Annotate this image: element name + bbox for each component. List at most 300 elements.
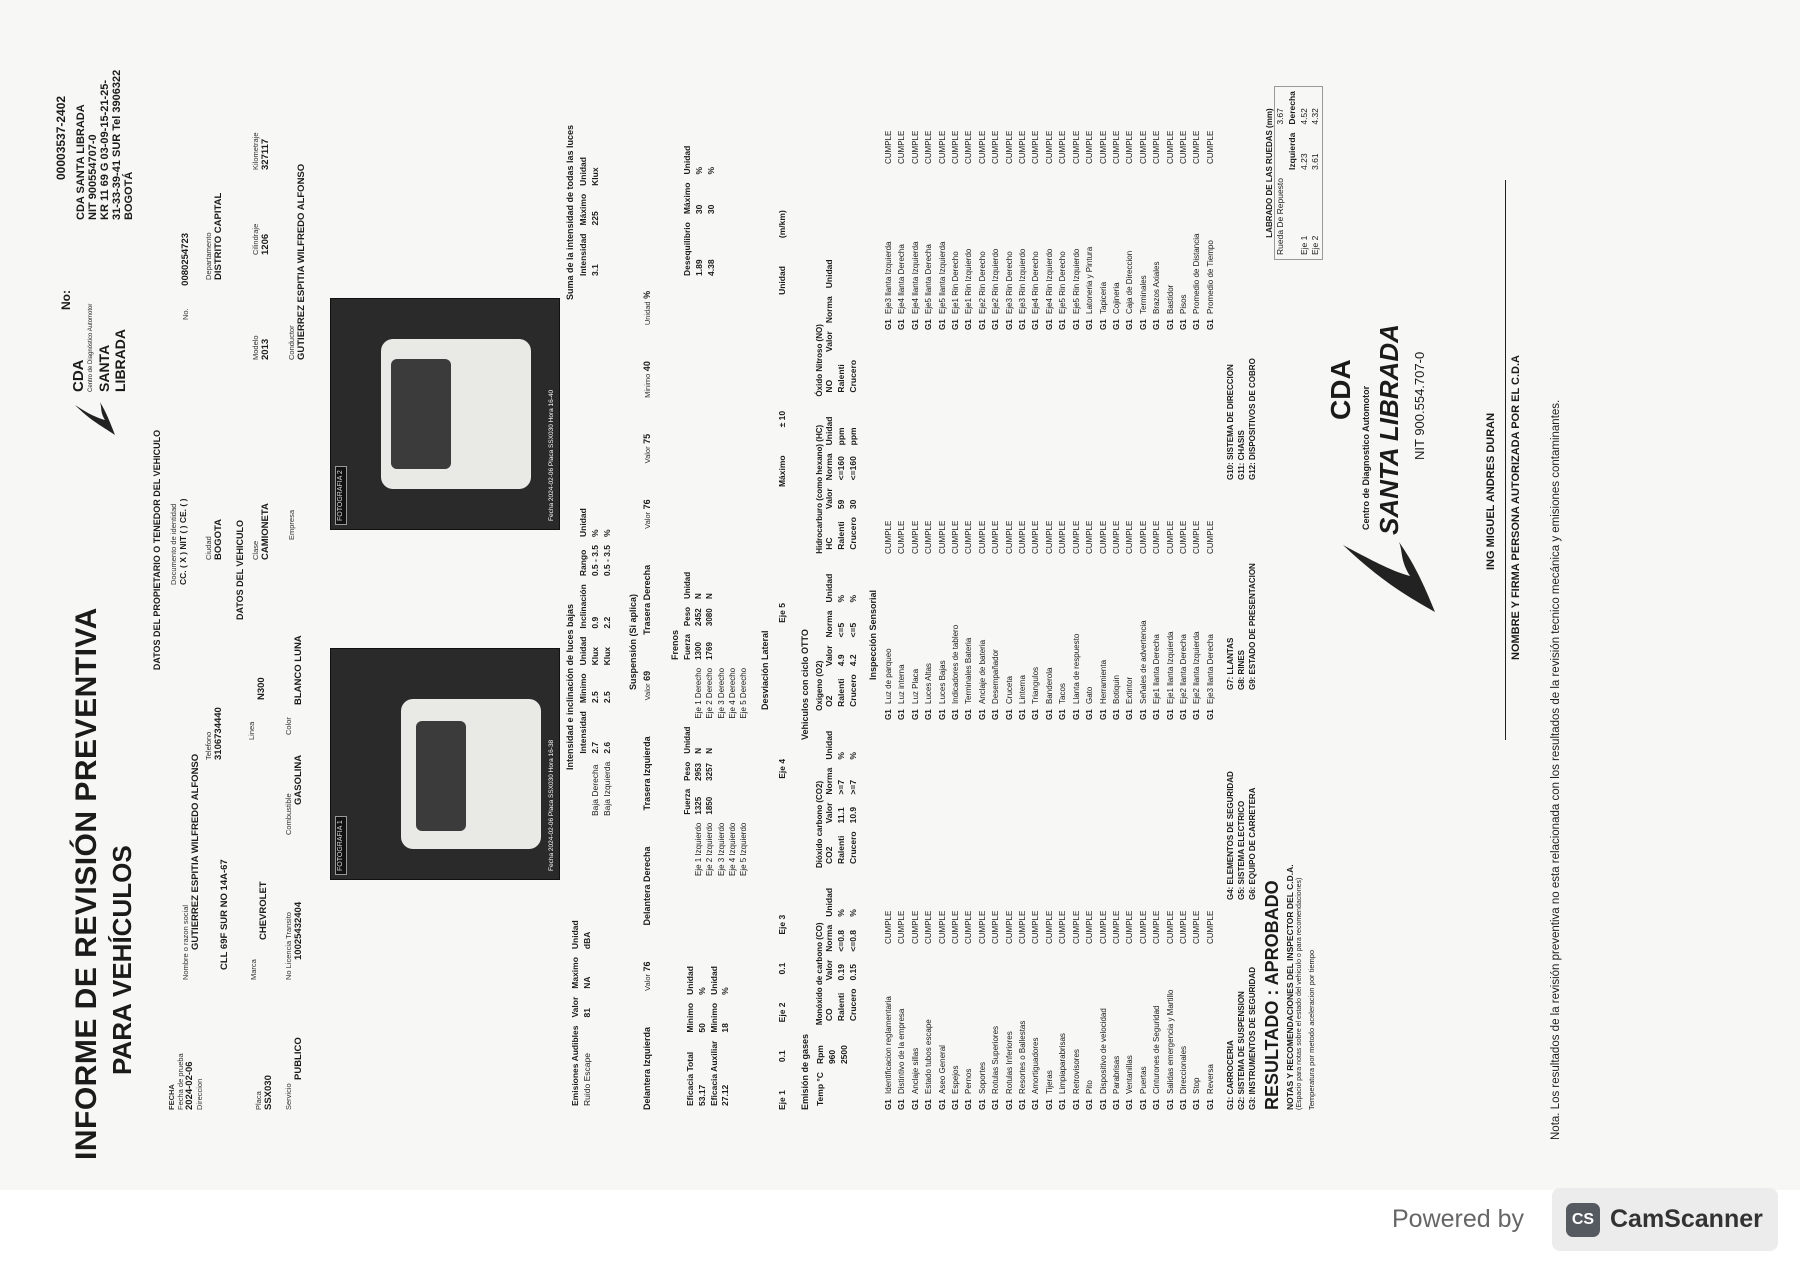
item-label: Anclaje de bateria (977, 639, 987, 704)
item-result: CUMPLE (1085, 520, 1095, 554)
item-label: Luces Bajas (937, 660, 947, 704)
cell: Eje 3 Izquierdo (716, 822, 726, 876)
item-label: Aseo General (937, 1045, 947, 1094)
inspeccion-item (1190, 894, 1203, 1110)
temp-label: Temp °C (815, 1072, 825, 1106)
item-result: CUMPLE (910, 130, 920, 164)
color-value: BLANCO LUNA (292, 635, 304, 705)
inspeccion-item (1016, 504, 1029, 720)
item-label: Rotulas Inferiores (1004, 1031, 1014, 1094)
col-header (682, 664, 693, 723)
grupos-legend (1225, 240, 1258, 1110)
cell: Eje 4 Izquierdo (727, 822, 737, 876)
cell: 225 (589, 211, 600, 226)
suma-luces-table (578, 153, 602, 280)
inspeccion-item (1029, 114, 1042, 330)
eficacia-total-label: Eficacia Total (685, 1051, 695, 1106)
group-code: G1 (1004, 709, 1014, 720)
item-label: Eje3 Rin Izquierdo (1018, 248, 1028, 314)
servicio-value: PUBLICO (292, 1037, 304, 1080)
inspeccion-item (1137, 894, 1150, 1110)
group-code: G1 (1111, 709, 1121, 720)
eje3-label: Eje 3 (777, 914, 787, 935)
repuesto-value: 3.67 (1275, 108, 1286, 125)
inspeccion-item (1029, 504, 1042, 720)
cell: % (601, 529, 612, 537)
item-result: CUMPLE (951, 520, 961, 554)
group-code: G1 (1138, 709, 1148, 720)
nombre-block (182, 754, 202, 980)
cell: Eje 1 Derecho (694, 667, 704, 719)
item-label: Luz interna (897, 664, 907, 704)
table-row (738, 568, 749, 880)
cell: 1.89 (693, 259, 704, 276)
table-row (716, 568, 727, 880)
co-title: Monóxido de carbono (CO) (815, 922, 824, 1026)
col-header: Valor (824, 645, 835, 667)
cell: 30 (705, 204, 716, 215)
item-label: Eje2 Rin Derecho (977, 251, 987, 314)
cell: Eje 1 (1298, 235, 1309, 255)
item-label: Limpiaparabrisas (1058, 1033, 1068, 1094)
group-code: G1 (884, 1099, 893, 1110)
group-code: G1 (1111, 1099, 1121, 1110)
clase-value: CAMIONETA (259, 503, 271, 560)
fecha-block (168, 1053, 205, 1110)
co2-table (824, 727, 859, 868)
item-label: Eje5 llanta Derecha (924, 244, 934, 314)
item-result: CUMPLE (1165, 910, 1175, 944)
no-title: Óxido Nitroso (NO) (815, 324, 824, 397)
conductor-block (288, 164, 308, 360)
item-result: CUMPLE (1098, 130, 1108, 164)
inspeccion-item (949, 114, 962, 330)
item-label: Ventanillas (1125, 1055, 1135, 1094)
item-result: CUMPLE (1085, 130, 1095, 164)
inspeccion-item (1070, 114, 1083, 330)
inspeccion-item (909, 504, 922, 720)
inspeccion-item (1070, 504, 1083, 720)
stamp-bird-icon (1335, 540, 1445, 620)
group-code: G1 (1018, 709, 1028, 720)
inspeccion-item (1123, 114, 1136, 330)
item-label: Rotulas Superiores (991, 1025, 1001, 1094)
cell: 1325 (694, 796, 704, 815)
item-label: Linterna (1018, 675, 1028, 704)
inspeccion-item (976, 114, 989, 330)
item-result: CUMPLE (1018, 130, 1028, 164)
fecha-heading: FECHA (167, 1084, 176, 1110)
cell: 50 (696, 1023, 707, 1033)
documento-block (170, 499, 188, 585)
item-label: Triangulos (1031, 666, 1041, 704)
suspension-label: Delantera Izquierda (642, 1026, 652, 1110)
cell: % (847, 594, 858, 603)
cell: 4.23 (1298, 153, 1309, 170)
group-code: G1 (991, 709, 1001, 720)
cell: 4.52 (1298, 108, 1309, 125)
unidad-label: Unidad (643, 301, 652, 326)
group-code: G1 (910, 319, 920, 330)
cell: Eje 2 Derecho (705, 667, 715, 719)
item-label: Retrovisores (1071, 1049, 1081, 1094)
col-header: Unidad (824, 573, 835, 603)
inspeccion-item (936, 114, 949, 330)
depto-label: Departamento (204, 232, 213, 280)
item-label: Luces Altas (924, 663, 934, 704)
cell: Ralenti (835, 835, 846, 864)
no-documento-block (180, 233, 192, 320)
placa-block (255, 1075, 275, 1110)
vehicle-photo-2 (330, 298, 560, 530)
item-label: Tacos (1058, 683, 1068, 704)
km-label: Kilometraje (251, 132, 260, 170)
unidad-value: (m/km) (777, 210, 787, 239)
item-label: Eje2 llanta Izquierda (1192, 631, 1202, 704)
photo-1-caption: Fecha 2024-02-06 Placa SSX030 Hora 16-38 (547, 739, 555, 871)
cell: Crucero (847, 831, 858, 864)
inspeccion-item (1003, 894, 1016, 1110)
col-header: NO (824, 379, 835, 393)
inspeccion-title: Inspección Sensorial (868, 589, 878, 680)
group-code: G1 (977, 319, 987, 330)
cell: 960 (826, 1049, 837, 1065)
group-code: G1 (924, 709, 934, 720)
col-header: O2 (824, 695, 835, 707)
cell: 1850 (705, 796, 715, 815)
item-result: CUMPLE (1138, 520, 1148, 554)
item-result: CUMPLE (964, 910, 974, 944)
cell: 1300 (694, 642, 704, 660)
gases-title: Emisión de gases (800, 1033, 810, 1110)
item-label: Luz de parqueo (884, 648, 893, 704)
item-result: CUMPLE (1071, 910, 1081, 944)
suspension-item (642, 736, 653, 810)
item-result: CUMPLE (1125, 910, 1135, 944)
report-subtitle: PARA VEHÍCULOS (107, 845, 137, 1075)
grupo-label: G2: SISTEMA DE SUSPENSION (1237, 991, 1246, 1110)
item-label: Eje1 llanta Derecha (1152, 634, 1162, 704)
item-label: Eje1 llanta Izquierda (1165, 631, 1175, 704)
group-code: G1 (951, 1099, 961, 1110)
cell: % (696, 987, 707, 995)
logo-name: SANTA LIBRADA (96, 329, 129, 392)
item-result: CUMPLE (1192, 130, 1202, 164)
no-block (815, 255, 859, 396)
item-label: Pito (1085, 1080, 1095, 1094)
group-code: G1 (964, 709, 974, 720)
eje1-label: Eje 1 (777, 1090, 787, 1110)
gases-row (815, 255, 859, 1110)
group-code: G1 (1192, 319, 1202, 330)
item-label: Espejos (951, 1065, 961, 1094)
item-result: CUMPLE (937, 910, 947, 944)
otto-title: Vehiculos con ciclo OTTO (800, 629, 810, 740)
item-label: Eje5 llanta Izquierda (937, 241, 947, 314)
placa-value: SSX030 (262, 1075, 274, 1110)
cell: Eje 4 Derecho (727, 667, 737, 719)
inspector-name: ING MIGUEL ANDRES DURAN (1485, 412, 1497, 570)
group-code: G1 (1031, 709, 1041, 720)
inspeccion-item (1056, 114, 1069, 330)
inspeccion-item (1123, 894, 1136, 1110)
item-label: Salidas emergencia y Martillo (1165, 989, 1175, 1094)
inspeccion-item (1164, 504, 1177, 720)
modelo-value: 2013 (259, 338, 271, 360)
logo-cda-text: CDA (70, 359, 87, 392)
group-code: G1 (1152, 319, 1162, 330)
item-label: Eje2 llanta Derecha (1178, 634, 1188, 704)
hc-title: Hidrocarburo (como hexano) (HC) (815, 424, 824, 554)
co-block (815, 884, 859, 1025)
telefono-label: Telefono (204, 731, 213, 760)
cell: 2.2 (601, 616, 612, 629)
item-label: Señales de advertencia (1138, 620, 1148, 704)
inspeccion-item (1137, 504, 1150, 720)
item-result: CUMPLE (924, 520, 934, 554)
col-header: Intensidad (578, 233, 588, 276)
item-result: CUMPLE (1085, 910, 1095, 944)
camscanner-text: CamScanner (1610, 1205, 1763, 1233)
cell: Klux (601, 646, 612, 666)
group-code: G1 (1152, 709, 1162, 720)
item-result: CUMPLE (1138, 130, 1148, 164)
group-code: G1 (1058, 319, 1068, 330)
inspeccion-item (909, 894, 922, 1110)
group-code: G1 (1178, 709, 1188, 720)
labrado-block (1265, 86, 1323, 260)
grupo-label: G11: CHASIS (1237, 430, 1246, 480)
suspension-item (642, 846, 653, 925)
item-result: CUMPLE (897, 910, 907, 944)
cell: 59 (835, 499, 846, 510)
cell: % (705, 166, 716, 175)
cell: % (835, 752, 846, 760)
group-code: G1 (1018, 1099, 1028, 1110)
group-code: G1 (991, 1099, 1001, 1110)
table-row (693, 568, 704, 880)
item-result: CUMPLE (1111, 910, 1121, 944)
col-header: Unidad (570, 920, 580, 950)
inspeccion-item (1056, 504, 1069, 720)
inspeccion-item (1164, 894, 1177, 1110)
cell: ppm (835, 427, 846, 446)
item-result: CUMPLE (1018, 910, 1028, 944)
conductor-value: GUTIERREZ ESPITIA WILFREDO ALFONSO (295, 163, 307, 360)
item-label: Llanta de respuesto (1071, 633, 1081, 704)
suspension-label: Delantera Derecha (642, 846, 652, 926)
marca-label: Marca (249, 959, 258, 980)
item-result: CUMPLE (897, 520, 907, 554)
telefono-value: 3106734440 (212, 707, 224, 760)
group-code: G1 (1044, 1099, 1054, 1110)
grupo-label: G8: RINES (1237, 649, 1246, 690)
group-code: G1 (1058, 709, 1068, 720)
company-nit: NIT 900554707-0 (87, 134, 99, 220)
suspension-item (642, 961, 653, 990)
cilindraje-block (252, 224, 272, 255)
temp-note: Temperatura por metodo aceleracion por tiempo (1306, 949, 1316, 1110)
group-code: G1 (1058, 1099, 1068, 1110)
item-result: CUMPLE (977, 520, 987, 554)
camscanner-badge (1552, 1188, 1778, 1251)
item-result: CUMPLE (951, 910, 961, 944)
hc-block (815, 413, 859, 554)
no-doc-value: 0080254723 (180, 232, 191, 286)
group-code: G1 (1165, 319, 1175, 330)
group-code: G1 (1125, 319, 1135, 330)
company-phone: 31-33-39-41 SUR Tel 3906322 (111, 69, 123, 220)
item-result: CUMPLE (1004, 130, 1014, 164)
inspeccion-item (962, 504, 975, 720)
group-code: G1 (1085, 319, 1095, 330)
item-label: Tapiceria (1098, 281, 1108, 314)
item-result: CUMPLE (1125, 520, 1135, 554)
nombre-value: GUTIERREZ ESPITIA WILFREDO ALFONSO (189, 753, 201, 950)
cell: >=7 (835, 779, 846, 795)
cell: 2.5 (601, 691, 612, 704)
col-header: Unidad (683, 726, 692, 754)
col-header: Minimo (578, 673, 588, 704)
item-label: Botiquin (1111, 675, 1121, 704)
suspension-minimo: 40 (642, 361, 652, 372)
group-code: G1 (924, 319, 934, 330)
item-result: CUMPLE (1125, 130, 1135, 164)
item-label: Soportes (977, 1061, 987, 1094)
cell: <=5 (847, 622, 858, 638)
camscanner-icon: CS (1566, 1203, 1600, 1237)
item-result: CUMPLE (1165, 520, 1175, 554)
suspension-item (642, 671, 653, 700)
conductor-label: Conductor (287, 325, 296, 360)
inspeccion-item (882, 114, 895, 330)
cell: % (847, 909, 858, 917)
col-header: Unidad (578, 157, 588, 186)
item-result: CUMPLE (951, 130, 961, 164)
cell: Baja Izquierda (601, 761, 612, 816)
cell: Eje 5 Izquierdo (738, 822, 748, 876)
item-result: CUMPLE (1071, 520, 1081, 554)
cell: Crucero (847, 988, 858, 1022)
suspension-unidad: % (642, 290, 652, 299)
item-label: Resortes o Ballestas (1018, 1020, 1028, 1094)
group-code: G1 (1098, 709, 1108, 720)
max-label: Máximo (777, 455, 787, 488)
cell: % (835, 594, 846, 603)
item-label: Identificacion reglamentaria (884, 996, 893, 1094)
cell: 18 (720, 1023, 731, 1033)
stamp-name: SANTA LIBRADA (1374, 324, 1404, 535)
item-label: Eje4 llanta Izquierda (910, 241, 920, 314)
grupos-row (1247, 240, 1258, 1110)
item-label: Pisos (1178, 294, 1188, 314)
item-result: CUMPLE (1044, 130, 1054, 164)
suspension-value: 69 (642, 670, 652, 681)
o2-title: Oxigeno (O2) (815, 660, 824, 711)
item-result: CUMPLE (1058, 910, 1068, 944)
group-code: G1 (884, 709, 893, 720)
col-header: Peso (683, 606, 692, 627)
group-code: G1 (1165, 709, 1175, 720)
item-label: Eje3 llanta Derecha (1205, 634, 1215, 704)
grupo-label: G10: SISTEMA DE DIRECCION (1226, 364, 1235, 480)
documento-value: CC. ( X ) NIT ( ) CE. ( ) (177, 498, 188, 585)
item-result: CUMPLE (964, 520, 974, 554)
item-result: CUMPLE (924, 910, 934, 944)
group-code: G1 (1044, 319, 1054, 330)
color-label: Color (284, 717, 293, 735)
item-result: CUMPLE (1111, 130, 1121, 164)
cell: 3257 (705, 763, 715, 781)
item-label: Latoneria y Pintura (1085, 246, 1095, 314)
item-label: Gato (1085, 686, 1095, 704)
firma-caption: NOMBRE Y FIRMA PERSONA AUTORIZADA POR EL C.D.A (1510, 355, 1522, 660)
inspeccion-item (989, 504, 1002, 720)
inspeccion-item (1043, 504, 1056, 720)
item-label: Cruceta (1004, 675, 1014, 704)
valor-label: Valor (643, 446, 652, 464)
item-label: Terminales Bateria (964, 637, 974, 704)
inspeccion-item (1043, 114, 1056, 330)
inspeccion-item (1204, 894, 1217, 1110)
valor-label: Valor (643, 683, 652, 701)
group-code: G1 (897, 1099, 907, 1110)
item-label: Amortiguadores (1031, 1037, 1041, 1094)
valor-label: Valor (643, 974, 652, 991)
item-label: Eje4 Rin Izquierdo (1044, 248, 1054, 314)
item-label: Parabrisas (1111, 1055, 1121, 1094)
linea-block (248, 677, 268, 740)
cell: 2.5 (589, 691, 600, 704)
grupos-row (1225, 240, 1236, 1110)
cell: Crucero (847, 674, 858, 707)
col-header: Norma (824, 453, 835, 481)
col-header: Norma (824, 610, 835, 638)
item-result: CUMPLE (1058, 520, 1068, 554)
row-label: Ruido Escape (581, 1053, 592, 1106)
eje2-value: 0.1 (777, 962, 787, 975)
item-result: CUMPLE (1178, 130, 1188, 164)
inspeccion-item (1043, 894, 1056, 1110)
group-code: G1 (1085, 709, 1095, 720)
inspeccion-item (1204, 504, 1217, 720)
telefono-block (205, 707, 225, 760)
col-header: Unidad (578, 508, 588, 537)
item-label: Eje4 llanta Derecha (897, 244, 907, 314)
color-block (285, 635, 305, 735)
item-label: Caja de Direccion (1125, 250, 1135, 314)
empresa-label: Empresa (287, 509, 296, 540)
inspeccion-item (895, 114, 908, 330)
placa-label: Placa (254, 1091, 263, 1110)
grupo-label: G9: ESTADO DE PRESENTACION (1248, 563, 1257, 690)
item-label: Dispositivo de velocidad (1098, 1008, 1108, 1094)
col-header (1287, 174, 1299, 260)
vehicle-photo-1 (330, 648, 560, 880)
item-label: Distintivo de la empresa (897, 1008, 907, 1094)
col-header: Máximo (578, 193, 588, 226)
inspeccion-item (1003, 114, 1016, 330)
col-header: Maximo (570, 957, 580, 989)
clase-label: Clase (251, 540, 260, 560)
col-header: Unidad (682, 145, 692, 175)
suspension-item (642, 1027, 653, 1110)
item-label: Eje5 Rin Izquierdo (1071, 248, 1081, 314)
inspeccion-item (1083, 114, 1096, 330)
table-row (727, 568, 738, 880)
eje5-label: Eje 5 (777, 603, 787, 623)
inspeccion-item (1190, 504, 1203, 720)
